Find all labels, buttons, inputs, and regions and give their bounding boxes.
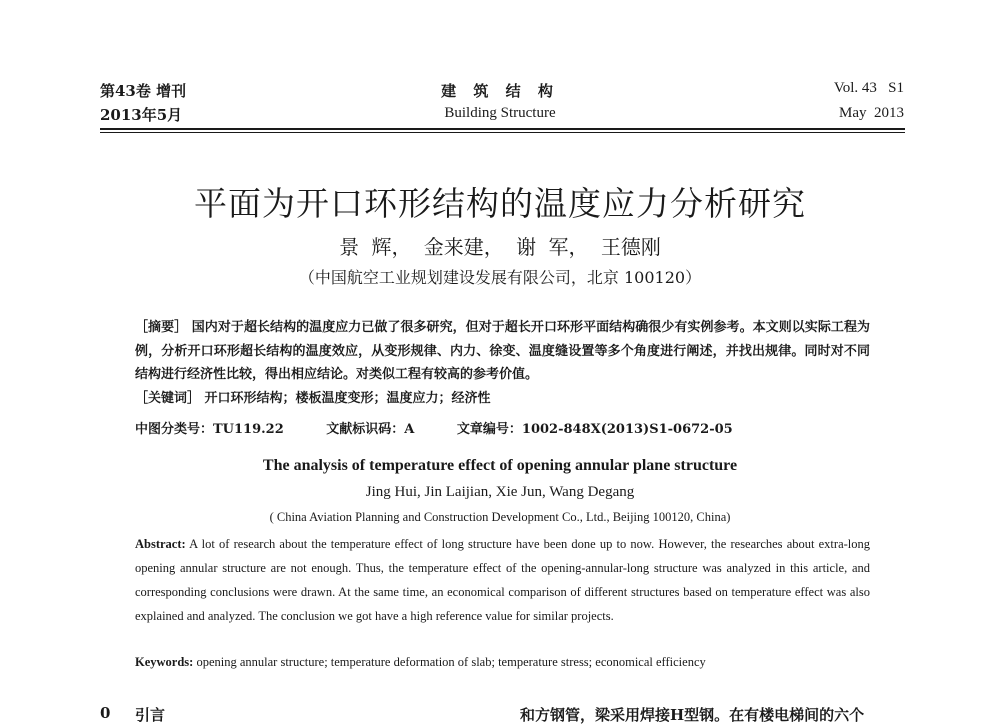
keywords-cn-text: 开口环形结构；楼板温度变形；温度应力；经济性 (204, 390, 491, 406)
abstract-cn-text: 国内对于超长结构的温度应力已做了很多研究，但对于超长开口环形平面结构确很少有实例参考。本文则以实际工程为例，分析开口环形超长结构的温度效应，从变形规律、内力、徐变、温度缝设置等多个角度进行阐述，并找出规律。同时对不同结构进行经济性比较，得出相应结论。对类似工程有较高的参考价值。 (135, 320, 870, 382)
journal-volume: 第43卷 增刊 (100, 82, 187, 100)
body-text-line: 和方钢管，梁采用焊接H型钢。在有楼电梯间的六个 (520, 706, 865, 724)
authors-cn: 景 辉， 金来建， 谢 军， 王德刚 (339, 235, 661, 259)
clc-number: 中图分类号：TU119.22 (135, 422, 284, 437)
journal-date-en: May 2013 (839, 105, 904, 121)
affiliation-en: ( China Aviation Planning and Construction Development Co., Ltd., Beijing 100120, China) (269, 510, 731, 524)
abstract-en-text: A lot of research about the temperature effect of long structure have been done up to now. However, the researches about extra-long opening annular structure are not enough. Thus, the temperature effect of the opening-annular-long structure was analyzed in this article, and corresponding conclusions were drawn. At the same time, an economical comparison of different structures based on temperature effect was also explained and analyzed. The conclusion we got have a high reference value for similar projects. (135, 537, 870, 623)
keywords-en-text: opening annular structure; temperature deformation of slab; temperature stress; economical efficiency (196, 655, 706, 669)
journal-date: 2013年5月 (100, 106, 183, 124)
abstract-cn (135, 316, 870, 410)
section-number: 0 (100, 704, 111, 722)
section-title: 引言 (135, 706, 166, 724)
journal-volume-en: Vol. 43 S1 (833, 80, 904, 96)
paper-title-cn: 平面为开口环形结构的温度应力分析研究 (194, 184, 806, 223)
classification-row (135, 418, 771, 437)
keywords-en-label: Keywords: (135, 655, 194, 669)
keywords-cn-label: ［关键词］ (135, 390, 201, 406)
journal-name-en: Building Structure (444, 105, 556, 121)
journal-name-cn: 建 筑 结 构 (441, 82, 559, 100)
affiliation-cn: （中国航空工业规划建设发展有限公司，北京 100120） (298, 268, 702, 287)
abstract-en (135, 532, 870, 628)
authors-en: Jing Hui, Jin Laijian, Xie Jun, Wang Degang (365, 484, 635, 500)
abstract-cn-label: ［摘要］ (135, 320, 188, 335)
header-rule-thin (100, 132, 905, 133)
keywords-en (135, 655, 706, 670)
article-number: 文章编号：1002-848X(2013)S1-0672-05 (456, 422, 733, 437)
document-code: 文献标识码：A (326, 422, 415, 437)
abstract-en-label: Abstract: (135, 537, 186, 551)
paper-title-en: The analysis of temperature effect of opening annular plane structure (262, 457, 738, 474)
header-rule-thick (100, 128, 905, 130)
